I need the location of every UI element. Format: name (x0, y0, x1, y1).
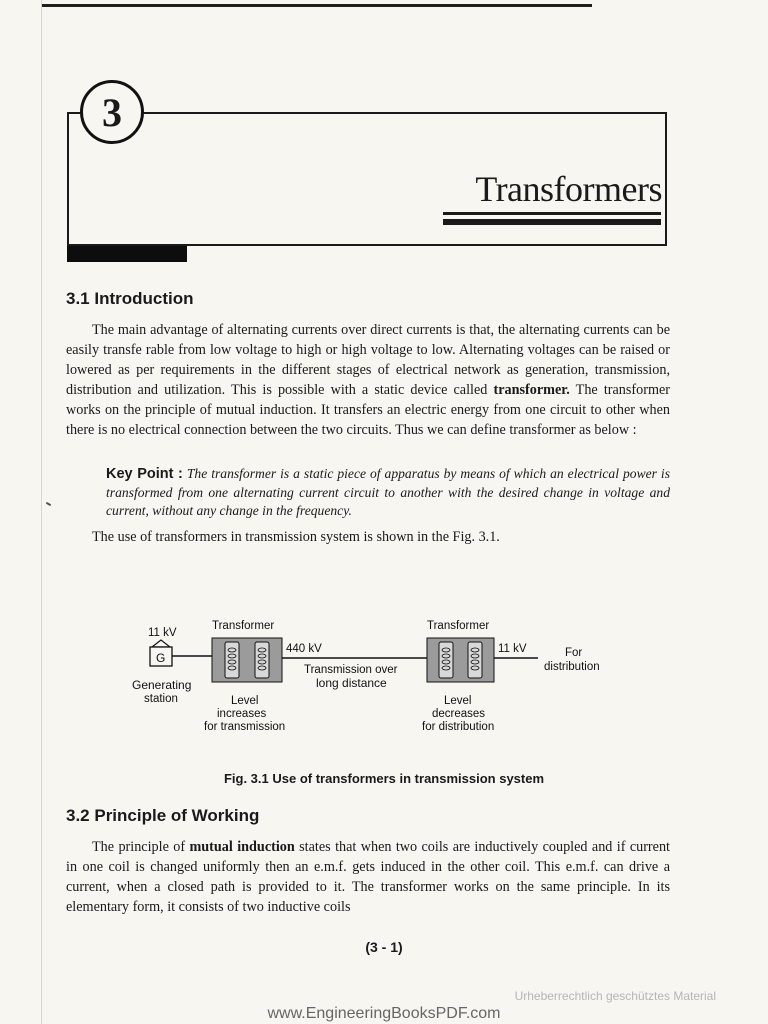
page-edge (41, 0, 42, 1024)
top-rule (42, 4, 592, 7)
transformer-1-body (212, 638, 282, 682)
key-point-text: The transformer is a static piece of apparatus by means of which an electrical power is transformed from one alternating current circuit to another with the desired change in voltage and current, without any change in the frequency. (106, 466, 670, 518)
t2-note-2: decreases (432, 708, 486, 720)
gen-label-2: station (144, 693, 178, 705)
site-url: www.EngineeringBooksPDF.com (267, 1005, 501, 1022)
transformer-2-label: Transformer (427, 620, 490, 632)
gen-label-1: Generating (132, 678, 192, 692)
title-underline-thin (443, 212, 661, 215)
generator-symbol: G (156, 651, 166, 665)
gen-voltage-label: 11 kV (148, 627, 177, 639)
out-voltage-label: 11 kV (498, 643, 527, 655)
chapter-number: 3 (80, 80, 144, 144)
intro-text-b: The transformer works on the principle of mutual induction. It transfers an electric energy from one circuit to other when there is no electrical connection between the two circuits. Thus we can define transformer as below : (66, 382, 670, 438)
t1-note-3: for transmission (204, 721, 286, 733)
transmission-diagram (124, 612, 644, 742)
intro-paragraph (66, 320, 670, 440)
principle-text-a: The principle of (92, 839, 190, 855)
figure-caption: Fig. 3.1 Use of transformers in transmission system (223, 771, 545, 786)
generator-roof-icon (152, 640, 170, 647)
t1-note-1: Level (231, 695, 259, 707)
line-label-1: Transmission over (304, 664, 398, 676)
copyright-watermark: Urheberrechtlich geschütztes Material (514, 989, 716, 1003)
transformer-1-label: Transformer (212, 620, 275, 632)
transformer-2-body (427, 638, 494, 682)
t1-note-2: increases (217, 708, 267, 720)
section-heading-introduction: 3.1 Introduction (66, 289, 194, 308)
margin-mark (46, 502, 51, 506)
section-heading-principle: 3.2 Principle of Working (66, 806, 260, 825)
intro-text-a: The main advantage of alternating currents over direct currents is that, the alternating currents can be easily transfe rable from low voltage to high or high voltage to low. Alternating voltages can be raised or lowered as per requirements in the different stages of electrical network as generation, transmission, distribution and utilization. This is possible with a static device called (66, 322, 670, 398)
line-label-2: long distance (316, 676, 387, 690)
principle-text-bold: mutual induction (189, 839, 295, 855)
out-label-1: For (565, 647, 583, 659)
key-point-label: Key Point : (106, 466, 183, 482)
intro-text-bold: transformer. (493, 382, 570, 398)
figure-reference-line: The use of transformers in transmission system is shown in the Fig. 3.1. (92, 529, 500, 545)
line-voltage-label: 440 kV (286, 643, 322, 655)
key-point (106, 465, 670, 521)
principle-text-b: states that when two coils are inductively coupled and if current in one coil is changed uniformly then an e.m.f. gets induced in the other coil. This e.m.f. can drive a current, when a closed path is provided to it. The transformer works on the same principle. In its elementary form, it consists of two inductive coils (66, 839, 670, 915)
out-label-2: distribution (544, 661, 600, 673)
chapter-band (67, 246, 187, 262)
principle-paragraph (66, 837, 670, 917)
title-underline-thick (443, 219, 661, 225)
chapter-title: Transformers (475, 169, 662, 209)
page-number: (3 - 1) (365, 939, 403, 955)
t2-note-1: Level (444, 695, 472, 707)
t2-note-3: for distribution (422, 721, 495, 733)
